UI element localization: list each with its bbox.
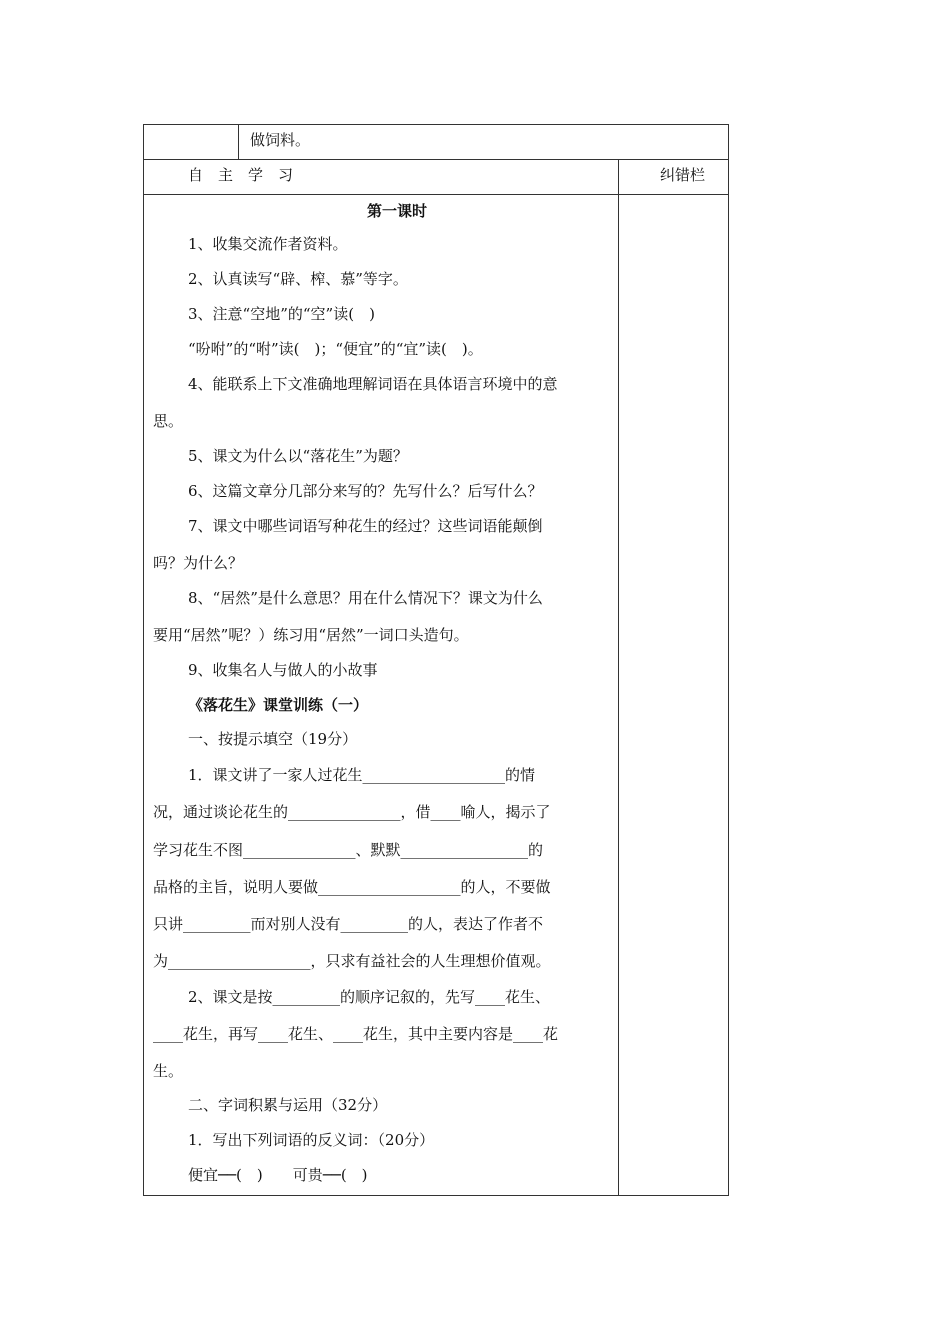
training-title: 《落花生》课堂训练（一） <box>188 696 369 714</box>
header-self-study: 自 主 学 习 <box>188 166 294 184</box>
section-heading: 一、按提示填空（19分） <box>188 730 358 748</box>
correction-column-divider <box>618 159 619 1196</box>
question-line: 况，通过谈论花生的_______________，借____喻人，揭示了 <box>153 803 551 821</box>
question-line: 品格的主旨，说明人要做___________________的人，不要做 <box>153 878 551 896</box>
lesson-item: 2、认真读写“辟、榨、慕”等字。 <box>188 270 408 288</box>
top-row-divider <box>238 124 239 160</box>
top-row-text: 做饲料。 <box>250 131 311 149</box>
lesson-item: 5、课文为什么以“落花生”为题？ <box>188 447 408 465</box>
lesson-item: 6、这篇文章分几部分来写的？先写什么？后写什么？ <box>188 482 543 500</box>
question-line: 生。 <box>153 1062 184 1080</box>
question-line: 1．写出下列词语的反义词：（20分） <box>188 1131 435 1149</box>
question-line: ____花生，再写____花生、____花生，其中主要内容是____花 <box>153 1025 559 1043</box>
lesson-item: 1、收集交流作者资料。 <box>188 235 348 253</box>
header-correction-column: 纠错栏 <box>660 166 706 184</box>
lesson-item: “吩咐”的“咐”读( )；“便宜”的“宜”读( )。 <box>188 340 483 358</box>
lesson-item: 4、能联系上下文准确地理解词语在具体语言环境中的意 <box>188 375 558 393</box>
table-top-row <box>143 124 729 160</box>
lesson-item: 7、课文中哪些词语写种花生的经过？这些词语能颠倒 <box>188 517 543 535</box>
lesson-item: 3、注意“空地”的“空”读( ) <box>188 305 375 323</box>
lesson-item: 9、收集名人与做人的小故事 <box>188 661 378 679</box>
lesson-item: 要用“居然”呢？）练习用“居然”一词口头造句。 <box>153 626 469 644</box>
question-line: 学习花生不图_______________、默默_________________的 <box>153 841 544 859</box>
question-line: 只讲_________而对别人没有_________的人，表达了作者不 <box>153 915 544 933</box>
lesson-item: 吗？为什么？ <box>153 554 244 572</box>
lesson-item: 思。 <box>153 412 184 430</box>
question-line: 为___________________，只求有益社会的人生理想价值观。 <box>153 952 551 970</box>
question-line: 1．课文讲了一家人过花生___________________的情 <box>188 766 536 784</box>
question-line: 2、课文是按_________的顺序记叙的，先写____花生、 <box>188 988 551 1006</box>
lesson-title: 第一课时 <box>367 202 428 220</box>
antonym-line: 便宜──( ) 可贵──( ) <box>188 1166 368 1184</box>
lesson-item: 8、“居然”是什么意思？用在什么情况下？课文为什么 <box>188 589 543 607</box>
section-heading: 二、字词积累与运用（32分） <box>188 1096 388 1114</box>
